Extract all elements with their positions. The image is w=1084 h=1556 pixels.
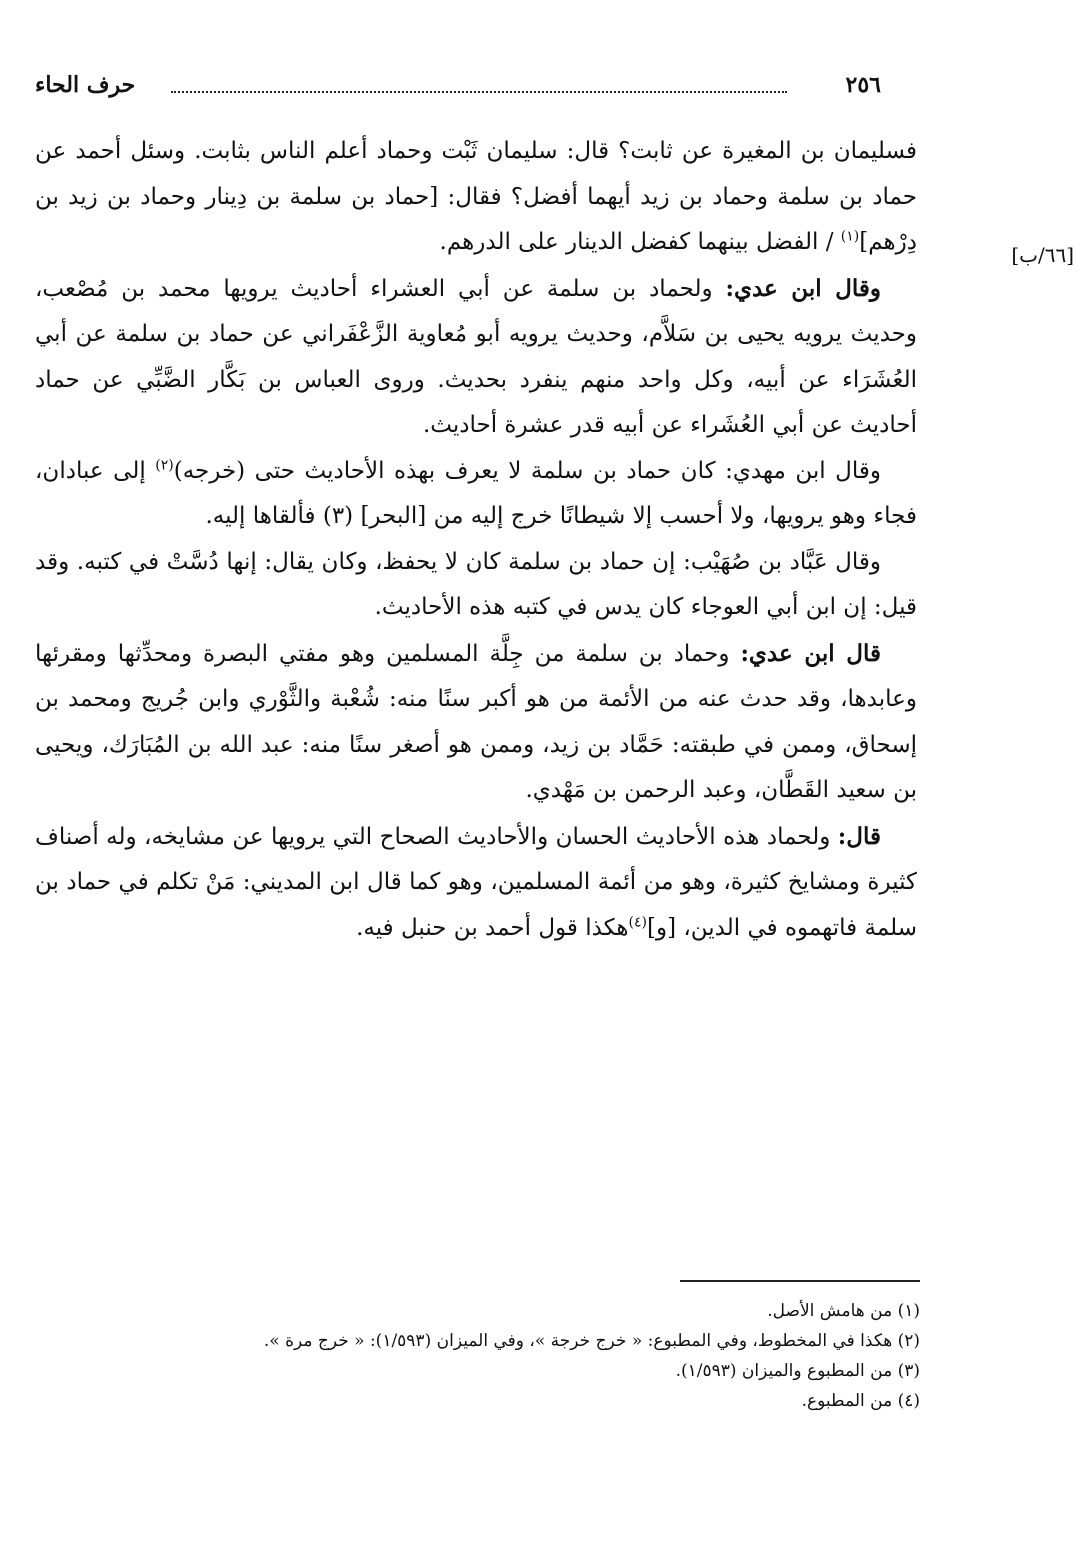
paragraph: [35, 266, 917, 449]
main-text: [35, 128, 917, 951]
paragraph-text-after: هكذا قول أحمد بن حنبل فيه.: [356, 914, 629, 941]
paragraph: [35, 540, 917, 631]
footnote: (٢) هكذا في المخطوط، وفي المطبوع: « خرج خرجة »، وفي الميزان (١/٥٩٣): « خرج مرة ».: [263, 1331, 920, 1351]
section-title: حرف الحاء: [35, 72, 136, 98]
paragraph-text: ولحماد بن سلمة عن أبي العشراء أحاديث يرويها محمد بن مُصْعب، وحديث يرويه يحيى بن سَلاَّم، وحديث يرويه أبو مُعاوية الزَّعْفَراني عن حماد بن سلمة عن أبي العُشَرَاء عن أبيه، وكل واحد منهم ينفرد بحديث. وروى العباس بن بَكَّار الضَّبِّي عن حماد أحاديث عن أبي العُشَراء عن أبيه قدر عشرة أحاديث.: [35, 275, 917, 438]
paragraph-text: فسليمان بن المغيرة عن ثابت؟ قال: سليمان ثَبْت وحماد أعلم الناس بثابت. وسئل أحمد عن حماد بن سلمة وحماد بن زيد أيهما أفضل؟ فقال: [حماد بن سلمة بن دِينار وحماد بن زيد بن دِرْهم]: [35, 138, 917, 255]
paragraph-label: قال ابن عدي:: [740, 639, 881, 667]
paragraph-text-after: / الفضل بينهما كفضل الدينار على الدرهم.: [439, 229, 841, 255]
paragraph-text: وحماد بن سلمة من جِلَّة المسلمين وهو مفتي البصرة ومحدِّثها ومقرئها وعابدها، وقد حدث عنه من الأئمة من هو أكبر سنًا منه: شُعْبة والثَّوْري وابن جُريج ومحمد بن إسحاق، وممن في طبقته: حَمَّاد بن زيد، وممن هو أصغر سنًا منه: عبد الله بن المُبَارَك، ويحيى بن سعيد القَطَّان، وعبد الرحمن بن مَهْدي.: [35, 640, 917, 803]
footnote-ref: (١): [840, 228, 860, 245]
footnotes: [120, 1296, 920, 1416]
paragraph-text: وقال عَبَّاد بن صُهَيْب: إن حماد بن سلمة كان لا يحفظ، وكان يقال: إنها دُسَّتْ في كتبه. وقد قيل: إن ابن أبي العوجاء كان يدس في كتبه هذه الأحاديث.: [35, 548, 917, 620]
footnote-ref: (٤): [628, 913, 647, 930]
paragraph-text: وقال ابن مهدي: كان حماد بن سلمة لا يعرف بهذه الأحاديث حتى (خرجه): [173, 457, 881, 484]
paragraph-text: ولحماد هذه الأحاديث الحسان والأحاديث الصحاح التي يرويها عن مشايخه، وله أصناف كثيرة ومشايخ كثيرة، وهو من أئمة المسلمين، وهو كما قال ابن المديني: مَنْ تكلم في حماد بن سلمة فاتهموه في الدين، [و]: [35, 823, 917, 941]
paragraph: [35, 449, 917, 540]
header-dotted-rule: [171, 91, 787, 93]
paragraph: [35, 128, 917, 266]
paragraph: [35, 814, 917, 952]
paragraph-label: قال:: [837, 822, 881, 850]
manuscript-folio-marker: [٦٦/ب]: [1011, 243, 1074, 267]
paragraph-text-after: إلى عبادان، فجاء وهو يرويها، ولا أحسب إلا شيطانًا خرج إليه من [البحر] (٣) فألقاها إليه.: [35, 457, 917, 529]
footnote: (٣) من المطبوع والميزان (١/٥٩٣).: [675, 1361, 920, 1381]
paragraph-label: وقال ابن عدي:: [725, 274, 881, 302]
paragraph: [35, 631, 917, 814]
page-header: [35, 72, 881, 112]
footnote: (٤) من المطبوع.: [801, 1391, 920, 1411]
footnote-ref: (٢): [155, 456, 174, 473]
footnote-separator: [680, 1280, 920, 1282]
footnote: (١) من هامش الأصل.: [767, 1301, 920, 1321]
page-number: ٢٥٦: [845, 72, 881, 98]
